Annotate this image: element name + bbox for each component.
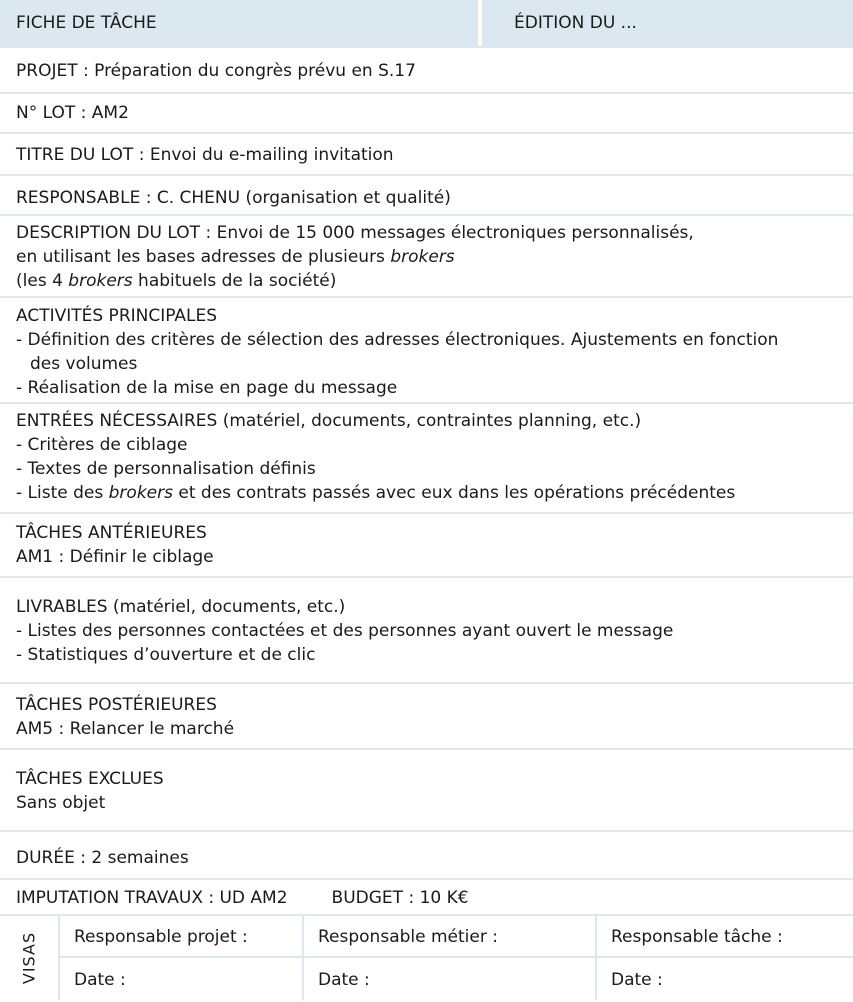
visas-label: VISAS	[19, 931, 39, 985]
activites-item-1a: - Définition des critères de sélection des adresses électroniques. Ajustements en fonction	[16, 330, 779, 350]
exclues-item: Sans objet	[16, 793, 106, 813]
visas-section	[0, 914, 853, 1000]
titre-row	[0, 132, 853, 174]
imputation-row	[0, 878, 853, 914]
livrables-row	[0, 576, 853, 682]
lot-row	[0, 92, 853, 132]
description-line-3-post: habituels de la société)	[132, 271, 337, 291]
entrees-item-3	[16, 481, 837, 505]
description-line-2-text: en utilisant les bases adresses de plusieurs	[16, 247, 391, 267]
entrees-row	[0, 402, 853, 512]
posterieures-title: TÂCHES POSTÉRIEURES	[16, 695, 217, 715]
anterieures-item: AM1 : Définir le ciblage	[16, 547, 214, 567]
description-brokers-1: brokers	[390, 247, 455, 267]
responsable-projet-field[interactable]: Responsable projet :	[60, 914, 302, 956]
sheet-header	[0, 0, 853, 46]
titre-text: TITRE DU LOT : Envoi du e-mailing invitation	[16, 145, 394, 165]
duree-text: DURÉE : 2 semaines	[16, 848, 189, 868]
entrees-item-2: - Textes de personnalisation définis	[16, 459, 316, 479]
edition-label: ÉDITION DU ...	[482, 0, 853, 46]
projet-text: PROJET : Préparation du congrès prévu en S.17	[16, 61, 416, 81]
imputation-line	[16, 886, 837, 910]
posterieures-item: AM5 : Relancer le marché	[16, 719, 235, 739]
description-line-3-pre: (les 4	[16, 271, 69, 291]
entrees-title: ENTRÉES NÉCESSAIRES (matériel, documents, contraintes planning, etc.)	[16, 411, 642, 431]
activites-title: ACTIVITÉS PRINCIPALES	[16, 306, 218, 326]
livrables-title: LIVRABLES (matériel, documents, etc.)	[16, 597, 346, 617]
description-line-1: DESCRIPTION DU LOT : Envoi de 15 000 messages électroniques personnalisés,	[16, 223, 694, 243]
date-tache-field[interactable]: Date :	[595, 956, 853, 1000]
entrees-brokers: brokers	[108, 483, 173, 503]
projet-row	[0, 46, 853, 92]
responsable-text: RESPONSABLE : C. CHENU (organisation et qualité)	[16, 188, 451, 208]
exclues-row	[0, 748, 853, 830]
entrees-item-3-pre: - Liste des	[16, 483, 109, 503]
posterieures-row	[0, 682, 853, 748]
activites-item-1b: des volumes	[30, 354, 138, 374]
description-brokers-2: brokers	[68, 271, 133, 291]
description-row	[0, 214, 853, 296]
description-line-2	[16, 245, 837, 269]
responsable-row	[0, 174, 853, 214]
visas-label-cell	[0, 914, 60, 1000]
date-metier-field[interactable]: Date :	[302, 956, 595, 1000]
activites-row	[0, 296, 853, 402]
sheet-title: FICHE DE TÂCHE	[0, 0, 478, 46]
lot-text: N° LOT : AM2	[16, 103, 129, 123]
budget-text: BUDGET : 10 K€	[331, 888, 469, 908]
livrables-item-1: - Listes des personnes contactées et des personnes ayant ouvert le message	[16, 621, 674, 641]
anterieures-row	[0, 512, 853, 576]
exclues-title: TÂCHES EXCLUES	[16, 769, 164, 789]
livrables-item-2: - Statistiques d’ouverture et de clic	[16, 645, 316, 665]
date-projet-field[interactable]: Date :	[60, 956, 302, 1000]
entrees-item-1: - Critères de ciblage	[16, 435, 188, 455]
imputation-travaux: IMPUTATION TRAVAUX : UD AM2	[16, 888, 288, 908]
responsable-tache-field[interactable]: Responsable tâche :	[595, 914, 853, 956]
entrees-item-3-post: et des contrats passés avec eux dans les opérations précédentes	[172, 483, 736, 503]
description-line-3	[16, 269, 837, 293]
activites-item-2: - Réalisation de la mise en page du message	[16, 378, 398, 398]
duree-row	[0, 830, 853, 878]
responsable-metier-field[interactable]: Responsable métier :	[302, 914, 595, 956]
anterieures-title: TÂCHES ANTÉRIEURES	[16, 523, 207, 543]
